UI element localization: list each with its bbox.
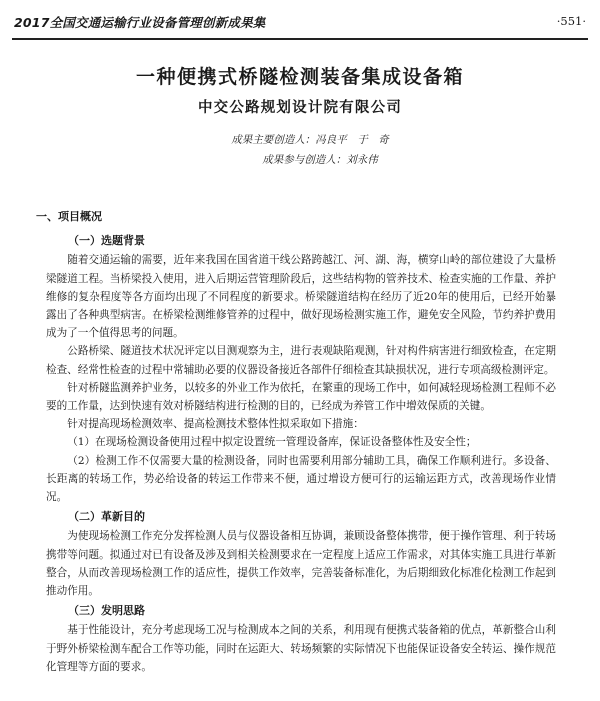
paragraph: 针对提高现场检测效率、提高检测技术整体性拟采取如下措施： <box>67 418 364 431</box>
subsection-heading: （二）革新目的 <box>68 510 145 524</box>
running-title: 2017全国交通运输行业设备管理创新成果集 <box>14 15 266 30</box>
page-number: ·551· <box>556 14 586 28</box>
list-item: （1）在现场检测设备使用过程中拟定设置统一管理设备库，保证设备整体性及安全性； <box>67 436 477 449</box>
organization-name: 中交公路规划设计院有限公司 <box>197 100 403 116</box>
section-heading: 一、项目概况 <box>36 210 102 223</box>
paragraph: 公路桥梁、隧道技术状况评定以目测观察为主，进行表观缺陷观测，针对构件病害进行细致检查，在定期检查、经常性检查的过程中常辅助必要的仪器设备接近各部件仔细检查其缺损状况，进行专项高级检测评定。 <box>46 345 556 376</box>
subsection-heading: （三）发明思路 <box>68 604 145 618</box>
page-header <box>0 0 600 36</box>
paragraph: 针对桥隧监测养护业务，以较多的外业工作为依托，在繁重的现场工作中，如何减轻现场检测工程师不必要的工作量，达到快速有效对桥隧结构进行检测的目的，已经成为养管工作中增效保质的关键。 <box>46 381 556 413</box>
document-title: 一种便携式桥隧检测装备集成设备箱 <box>135 66 464 88</box>
credits <box>0 130 600 170</box>
paragraph: 为使现场检测工作充分发挥检测人员与仪器设备相互协调，兼顾设备整体携带，便于操作管理、利于转场携带等问题。拟通过对已有设备及涉及到相关检测要求在一定程度上适应工作需求，对其体实施工具进行革新整合，从而改善现场检测工作的适应性，提供工作效率，完善装备标准化，为后期细致化标准化检测工作起到推动作用。 <box>46 530 556 598</box>
main-creators: 成果主要创造人：冯良平 于 奇 <box>231 134 389 146</box>
participant-creators: 成果参与创造人：刘永伟 <box>262 154 378 166</box>
paragraph: 基于性能设计，充分考虑现场工况与检测成本之间的关系，利用现有便携式装备箱的优点，革新整合山利于野外桥梁检测车配合工作等功能，同时在运距大、转场频繁的实际情况下也能保证设备安全转运、操作规范化管理等方面的要求。 <box>46 624 556 673</box>
paragraph: 随着交通运输的需要，近年来我国在国省道干线公路跨越江、河、湖、海，横穿山岭的部位建设了大量桥梁隧道工程。当桥梁投入使用，进入后期运营管理阶段后，这些结构物的管养技术、检查实施的工作量、养护维修的复杂程度等各方面均出现了不同程度的新要求。桥梁隧道结构在经历了近20年的使用后，已经开始暴露出了各种典型病害。在桥梁检测维修管养的过程中，做好现场检测实施工作，避免安全风险，节约养护费用成为了一个值得思考的问题。 <box>46 254 556 340</box>
subsection-heading: （一）选题背景 <box>68 234 145 248</box>
list-item: （2）检测工作不仅需要大量的检测设备，同时也需要利用部分辅助工具，确保工作顺利进行。多设备、长距离的转场工作，势必给设备的转运工作带来不便，通过增设方便可行的运输运距方式，改善现场作业情况。 <box>46 454 556 504</box>
header-rule <box>12 38 588 40</box>
body-content <box>36 208 556 676</box>
